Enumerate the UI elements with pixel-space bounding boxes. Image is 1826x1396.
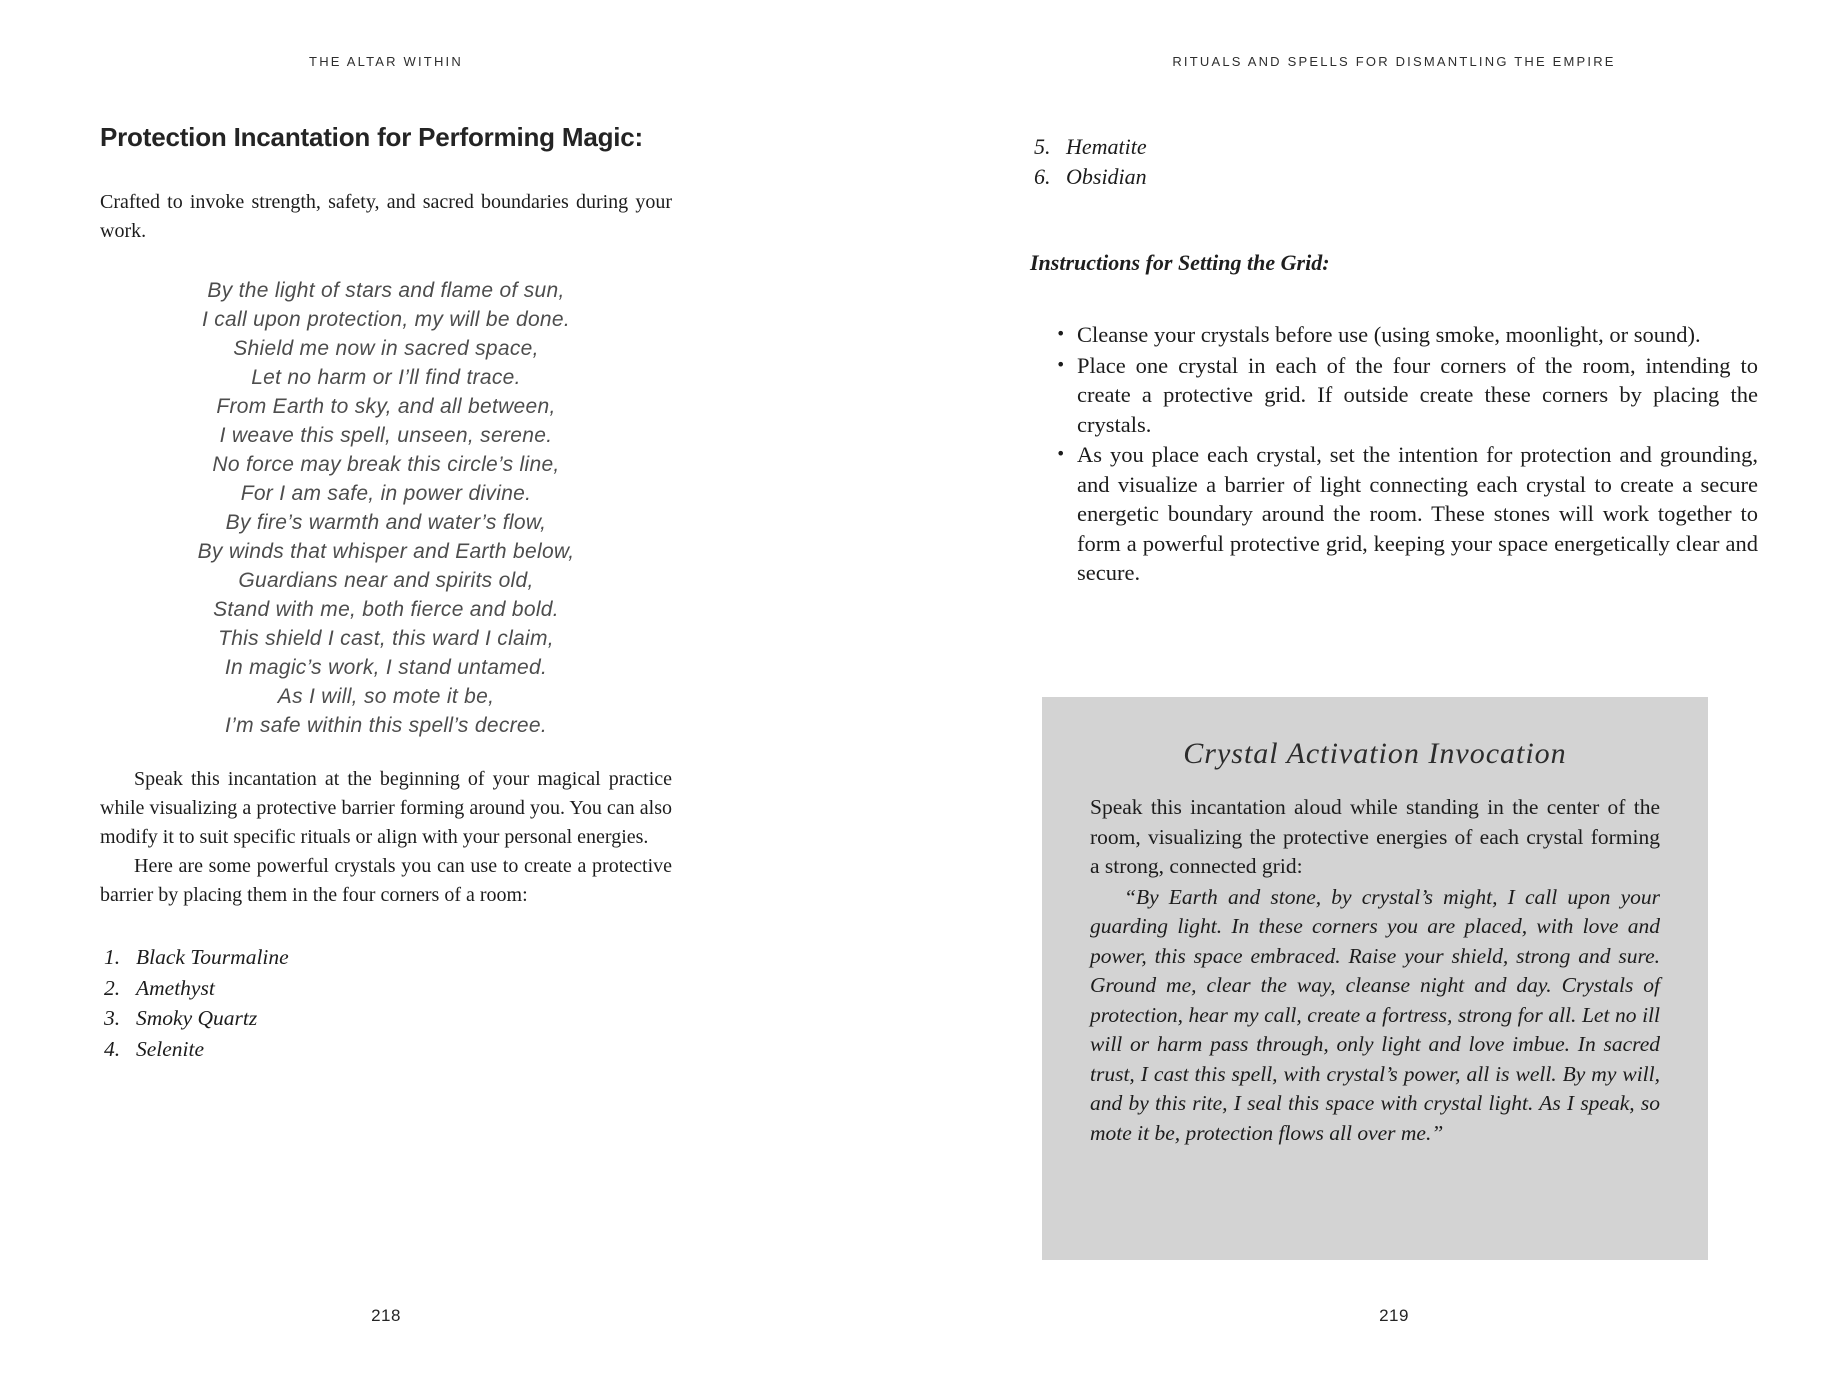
poem-line: In magic’s work, I stand untamed. (224, 656, 548, 679)
bullet-item (1030, 440, 1758, 588)
bullet-icon: • (1056, 354, 1066, 374)
crystal-name: Smoky Quartz (136, 1006, 258, 1030)
bullet-text: As you place each crystal, set the intention for protection and grounding, and visualize a barrier of light connecting each crystal to create a secure energetic boundary around the room. These stones will work together to form a powerful protective grid, keeping your space energetically clear and secure. (1077, 442, 1758, 585)
page-number-left: 218 (371, 1306, 401, 1325)
page-number-right: 219 (1379, 1306, 1409, 1325)
poem-line: Let no harm or I’ll find trace. (251, 366, 521, 389)
crystal-list-continued (1030, 132, 1602, 192)
bullet-icon: • (1056, 324, 1066, 343)
poem-line: Shield me now in sacred space, (233, 337, 539, 360)
bullet-icon: • (1056, 444, 1066, 463)
crystal-name: Black Tourmaline (136, 945, 289, 969)
body-paragraphs (100, 765, 672, 910)
poem-line: By fire’s warmth and water’s flow, (225, 511, 547, 534)
list-item (1030, 162, 1602, 192)
poem-line: For I am safe, in power divine. (240, 482, 532, 505)
poem-line: As I will, so mote it be, (277, 685, 495, 708)
crystal-name: Amethyst (136, 975, 215, 1000)
body-paragraph: Here are some powerful crystals you can use to create a protective barrier by placing them in the four corners of a room: (100, 855, 672, 906)
poem-line: From Earth to sky, and all between, (216, 395, 556, 418)
list-item (100, 1034, 672, 1065)
poem-line: I call upon protection, my will be done. (201, 308, 571, 331)
poem-line: By winds that whisper and Earth below, (197, 540, 575, 563)
poem-line: By the light of stars and flame of sun, (207, 279, 565, 302)
section-title: Protection Incantation for Performing Magic: (100, 122, 644, 152)
list-item (100, 973, 672, 1004)
bullet-text: Place one crystal in each of the four corners of the room, intending to create a protective grid. If outside create these corners by placing the crystals. (1077, 352, 1758, 437)
list-number: 5. (1034, 134, 1051, 159)
invocation-intro: Speak this incantation aloud while standing in the center of the room, visualizing the protective energies of each crystal forming a strong, connected grid: (1090, 795, 1660, 878)
crystal-name: Obsidian (1066, 164, 1147, 189)
poem-line: No force may break this circle’s line, (212, 453, 560, 476)
crystal-name: Hematite (1066, 134, 1147, 159)
left-page (100, 0, 672, 1396)
running-header-left: THE ALTAR WITHIN (309, 54, 463, 69)
list-number: 3. (104, 1006, 121, 1030)
crystal-list (100, 942, 672, 1064)
poem-line: Guardians near and spirits old, (238, 569, 534, 592)
poem-line: Stand with me, both fierce and bold. (213, 598, 559, 621)
invocation-callout-box (1042, 697, 1708, 1260)
bullet-item (1030, 320, 1758, 350)
list-number: 4. (104, 1036, 121, 1061)
protection-incantation-poem (100, 276, 672, 740)
body-paragraph: Speak this incantation at the beginning of your magical practice while visualizing a protective barrier forming around you. You can also modify it to suit specific rituals or align with your personal energies. (100, 768, 672, 848)
invocation-quote: “By Earth and stone, by crystal’s might, I call upon your guarding light. In these corners you are placed, with love and power, this space embraced. Raise your shield, strong and sure. Ground me, clear the way, cleanse night and day. Crystals of protection, hear my call, create a fortress, strong for all. Let no ill will or harm pass through, only light and love imbue. In sacred trust, I cast this spell, with crystal’s power, all is well. By my will, and by this rite, I seal this space with crystal light. As I speak, so mote it be, protection flows all over me.” (1090, 884, 1660, 1145)
poem-line: I weave this spell, unseen, serene. (219, 424, 553, 447)
poem-line: I’m safe within this spell’s decree. (224, 714, 548, 737)
list-number: 2. (104, 975, 121, 1000)
list-number: 6. (1034, 164, 1051, 189)
crystal-name: Selenite (136, 1036, 205, 1061)
invocation-title: Crystal Activation Invocation (1183, 737, 1567, 770)
right-page (1030, 0, 1758, 1396)
bullet-item (1030, 351, 1758, 440)
poem-line: This shield I cast, this ward I claim, (218, 627, 554, 650)
instructions-heading: Instructions for Setting the Grid: (1030, 250, 1330, 275)
list-item (100, 942, 672, 973)
list-item (1030, 132, 1602, 162)
list-number: 1. (104, 945, 121, 969)
running-header-right: RITUALS AND SPELLS FOR DISMANTLING THE EMPIRE (1172, 54, 1616, 69)
instructions-bullet-list (1030, 320, 1758, 589)
bullet-text: Cleanse your crystals before use (using smoke, moonlight, or sound). (1077, 322, 1701, 347)
list-item (100, 1003, 672, 1034)
intro-paragraph: Crafted to invoke strength, safety, and sacred boundaries during your work. (100, 191, 672, 242)
